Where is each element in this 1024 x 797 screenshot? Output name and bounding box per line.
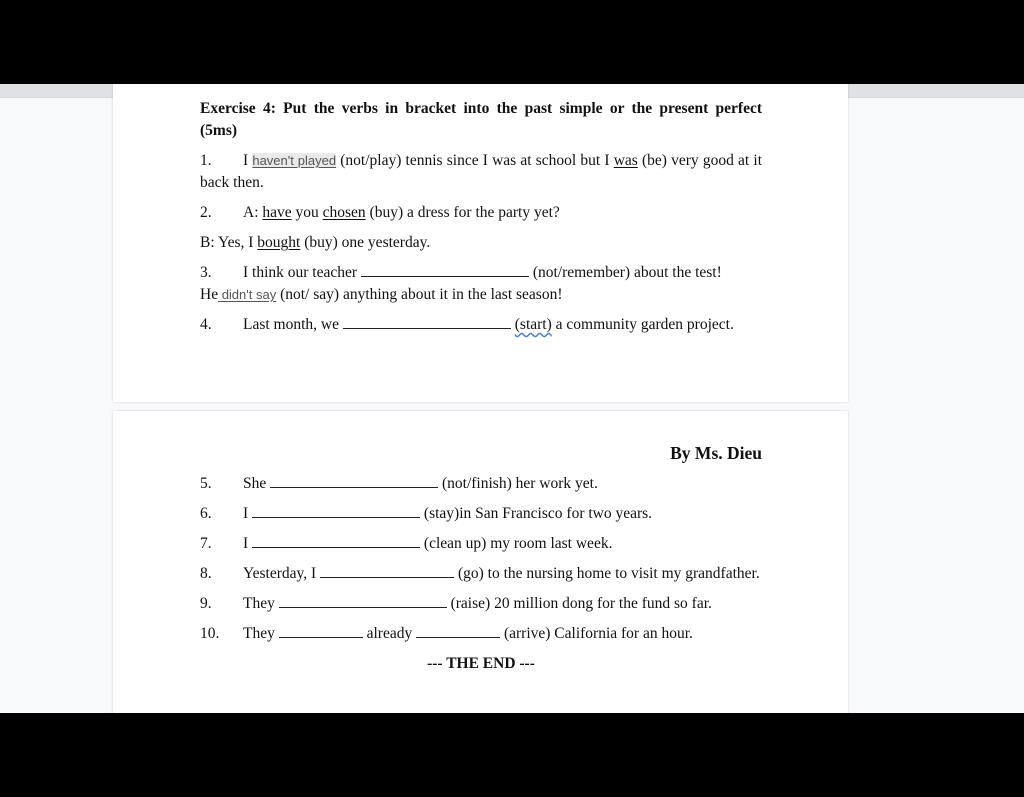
question-text: They bbox=[243, 625, 279, 642]
question-number: 10. bbox=[200, 625, 220, 642]
question-6 bbox=[200, 503, 762, 525]
question-text: I bbox=[243, 535, 253, 552]
question-4 bbox=[200, 314, 762, 336]
author-signature: By Ms. Dieu bbox=[670, 443, 762, 463]
question-text: (buy) one yesterday. bbox=[300, 234, 431, 251]
handwritten-answer: haven't played bbox=[252, 153, 337, 168]
question-text: B: Yes, I bbox=[200, 234, 258, 251]
question-text: (raise) 20 million dong for the fund so far. bbox=[446, 595, 712, 612]
question-text: Yesterday, I bbox=[243, 565, 321, 582]
document-page-2[interactable] bbox=[113, 411, 848, 713]
the-end-label: --- THE END --- bbox=[427, 655, 535, 672]
question-number: 9. bbox=[200, 595, 212, 612]
answer-blank[interactable] bbox=[416, 623, 500, 638]
question-text: a community garden project. bbox=[551, 316, 734, 333]
question-text: A: bbox=[243, 204, 263, 221]
question-text: already bbox=[362, 625, 417, 642]
question-number: 4. bbox=[200, 316, 212, 333]
question-text: (not/play) tennis since I was at school but I bbox=[336, 152, 614, 169]
document-page-1[interactable] bbox=[113, 84, 848, 402]
page-1-content[interactable] bbox=[200, 98, 762, 336]
question-number: 3. bbox=[200, 264, 212, 281]
question-8 bbox=[200, 563, 762, 585]
question-number: 2. bbox=[200, 204, 212, 221]
question-2-response bbox=[200, 232, 762, 254]
answer-blank[interactable] bbox=[279, 623, 363, 638]
answer-blank[interactable] bbox=[252, 503, 420, 518]
typed-answer: have bbox=[262, 204, 292, 221]
handwritten-answer: didn't say bbox=[218, 287, 277, 302]
question-text: (not/remember) about the test! bbox=[528, 264, 722, 281]
question-text: (buy) a dress for the party yet? bbox=[365, 204, 560, 221]
question-text: (clean up) my room last week. bbox=[420, 535, 613, 552]
question-1 bbox=[200, 150, 762, 194]
question-text: (be) very good at it back then. bbox=[200, 152, 762, 191]
question-9 bbox=[200, 593, 762, 615]
question-number: 1. bbox=[200, 152, 212, 169]
answer-blank[interactable] bbox=[343, 314, 511, 329]
question-text: (stay)in San Francisco for two years. bbox=[420, 505, 653, 522]
question-number: 6. bbox=[200, 505, 212, 522]
question-text: I bbox=[243, 505, 253, 522]
typed-answer: was bbox=[613, 152, 638, 169]
question-number: 8. bbox=[200, 565, 212, 582]
question-number: 5. bbox=[200, 475, 212, 492]
typed-answer: bought bbox=[257, 234, 301, 251]
question-text: Last month, we bbox=[243, 316, 343, 333]
answer-blank[interactable] bbox=[320, 563, 454, 578]
spellcheck-word[interactable]: (start) bbox=[514, 316, 552, 333]
question-text: (not/finish) her work yet. bbox=[438, 475, 598, 492]
answer-blank[interactable] bbox=[270, 473, 438, 488]
question-10 bbox=[200, 623, 762, 645]
answer-blank[interactable] bbox=[252, 533, 420, 548]
question-text: I bbox=[243, 152, 253, 169]
answer-blank[interactable] bbox=[279, 593, 447, 608]
question-5 bbox=[200, 473, 762, 495]
question-number: 7. bbox=[200, 535, 212, 552]
answer-blank[interactable] bbox=[361, 262, 529, 277]
question-text: you bbox=[291, 204, 323, 221]
question-3 bbox=[200, 262, 762, 306]
exercise-title: Exercise 4: Put the verbs in bracket into the past simple or the present perfect bbox=[200, 100, 762, 117]
question-7 bbox=[200, 533, 762, 555]
typed-answer: chosen bbox=[322, 204, 366, 221]
page-2-content[interactable] bbox=[200, 442, 762, 675]
question-text: She bbox=[243, 475, 271, 492]
question-text: He bbox=[200, 286, 219, 303]
exercise-points: (5ms) bbox=[200, 122, 238, 139]
question-text: I think our teacher bbox=[243, 264, 361, 281]
question-text: They bbox=[243, 595, 279, 612]
document-viewport[interactable] bbox=[0, 84, 1024, 713]
question-text: (arrive) California for an hour. bbox=[500, 625, 693, 642]
question-text: (not/ say) anything about it in the last season! bbox=[276, 286, 563, 303]
question-text: (go) to the nursing home to visit my grandfather. bbox=[454, 565, 760, 582]
question-2 bbox=[200, 202, 762, 224]
